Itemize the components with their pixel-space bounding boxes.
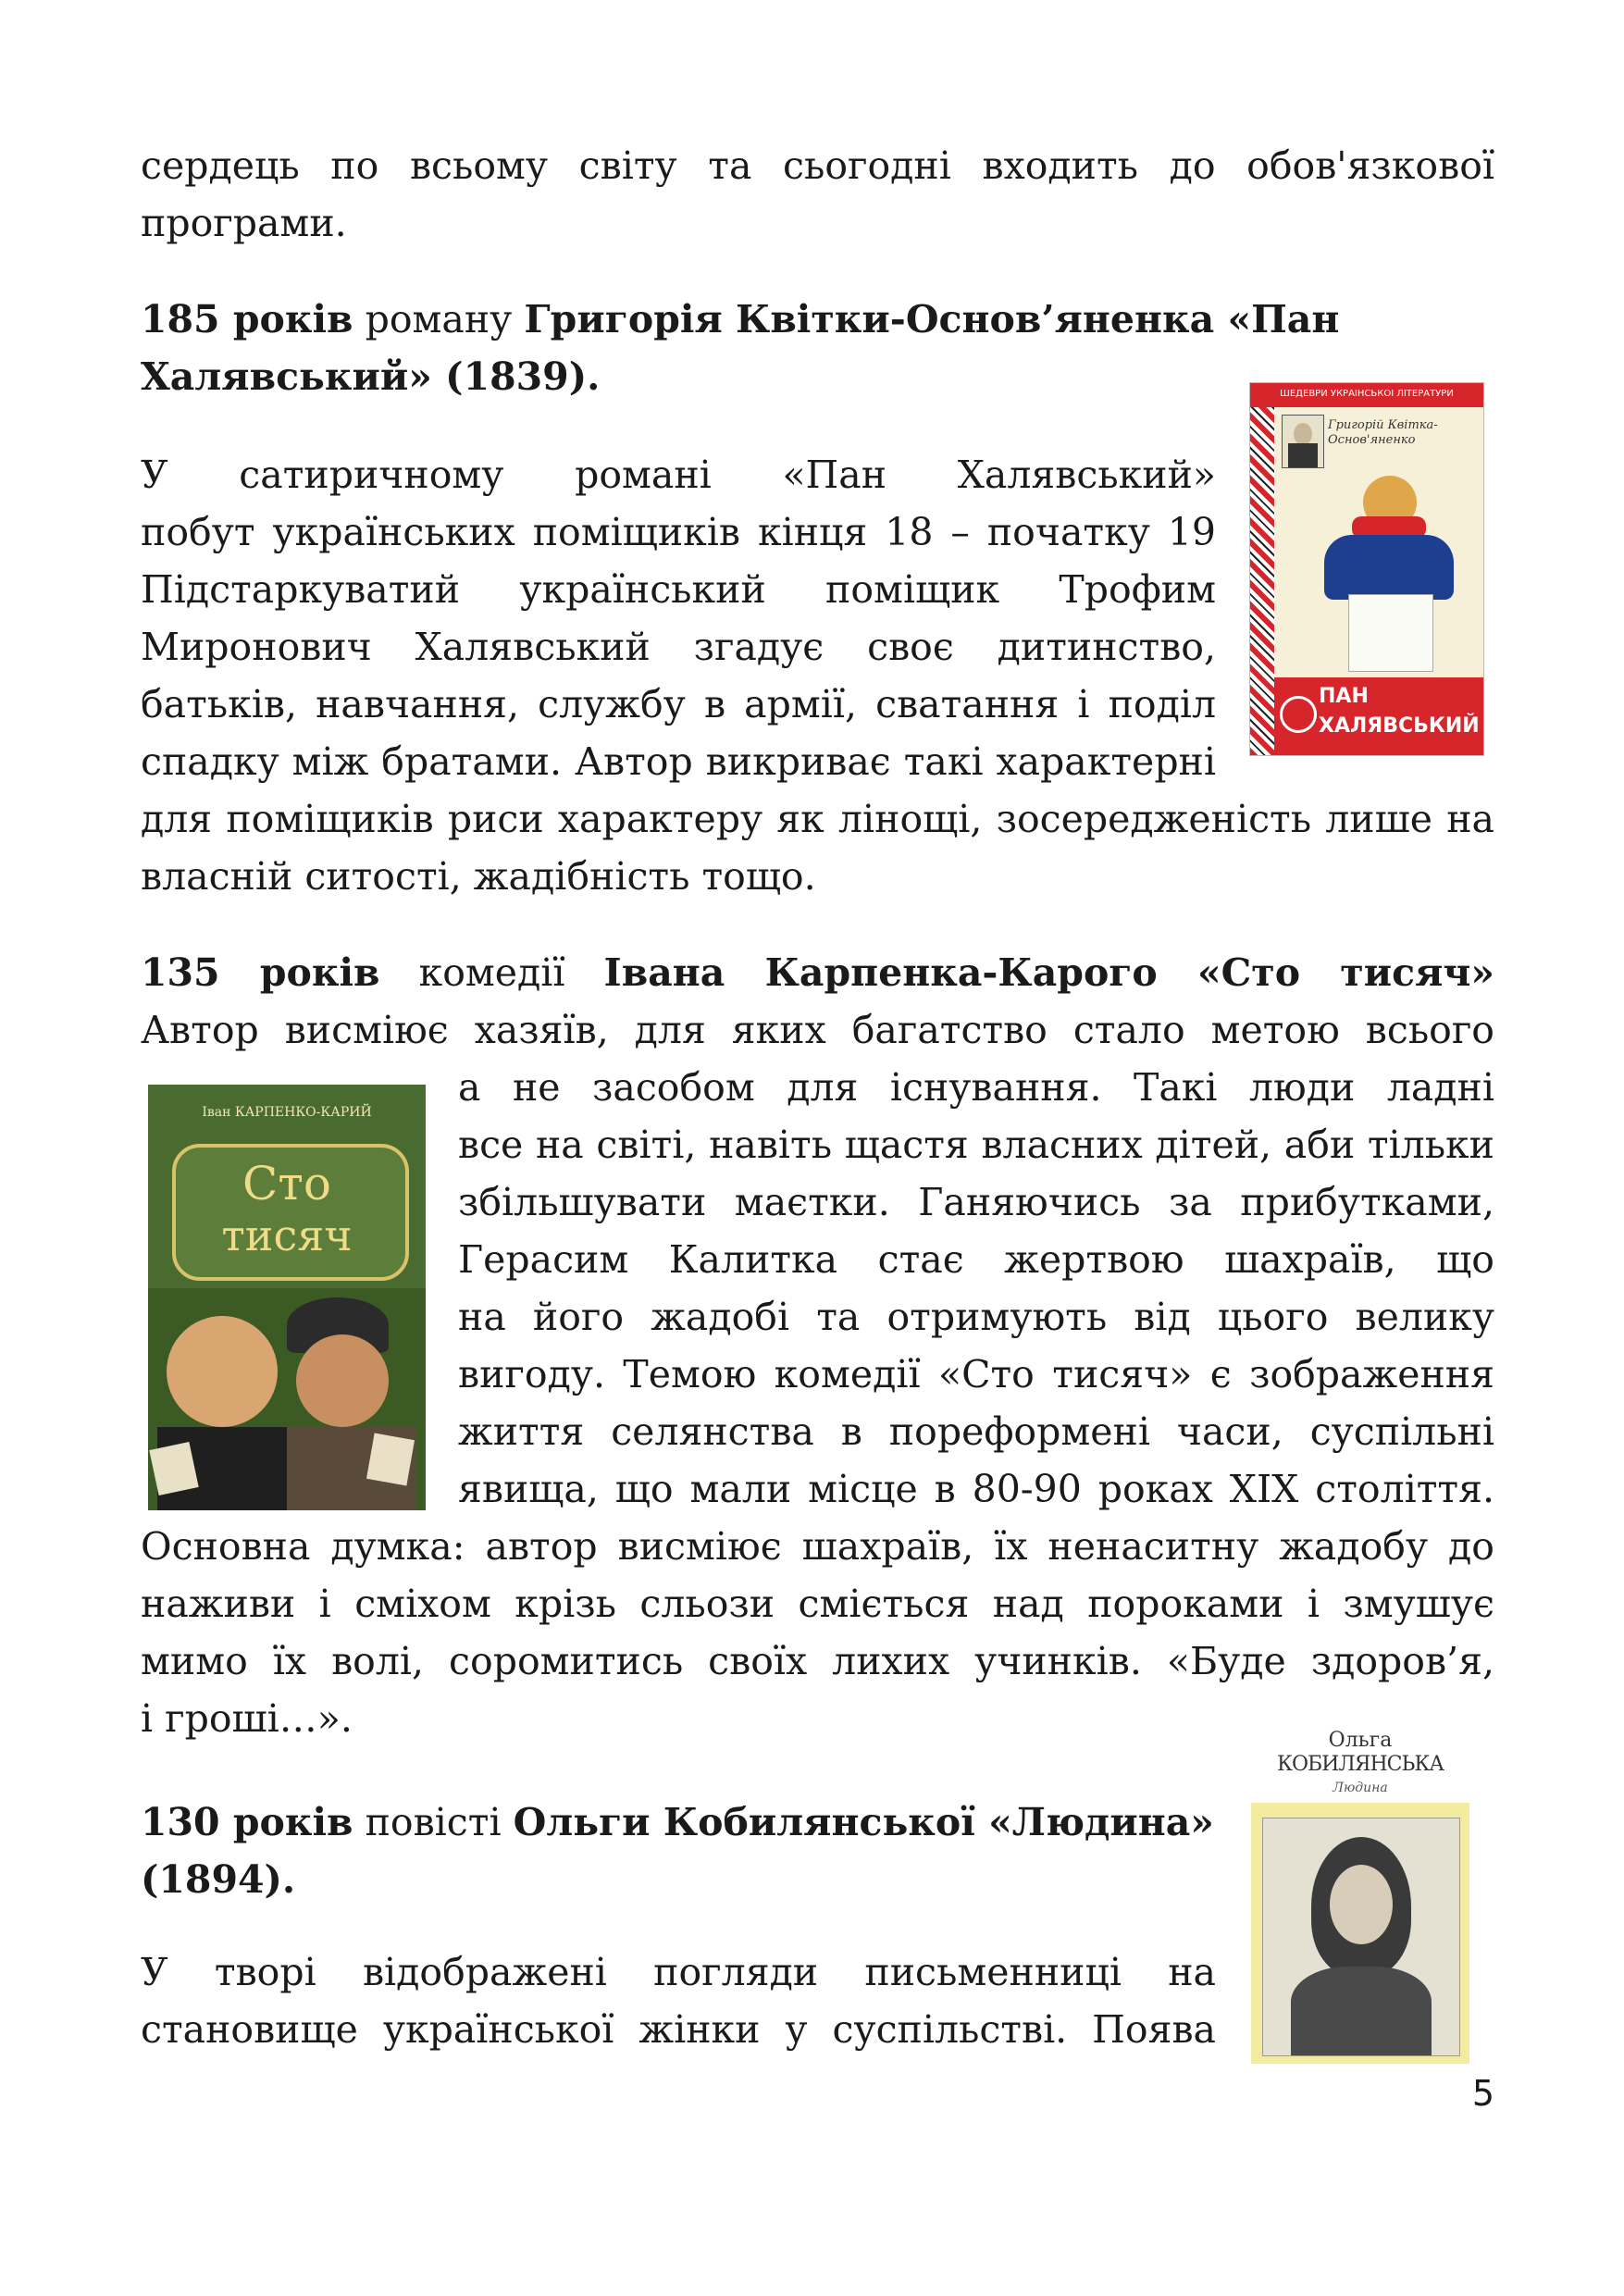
s2-line-12: мимо їх волі, соромитись своїх лихих учинків. «Буде здоров’я, [141, 1639, 1494, 1683]
sto-tysiach-cover [148, 1085, 426, 1510]
s2-line-9: явища, що мали місце в 80-90 роках XIX століття. [458, 1467, 1494, 1511]
s1-line-7: для поміщиків риси характеру як лінощі, зосередженість лише на [141, 797, 1494, 841]
s2-line-4: збільшувати маєтки. Ганяючись за прибутками, [458, 1180, 1494, 1224]
s2-line-11: наживи і сміхом крізь сльози сміється над пороками і змушує [141, 1582, 1494, 1626]
section2-heading [141, 944, 1494, 1059]
s2-line-13: і гроші…». [141, 1696, 353, 1741]
section1-paragraph [141, 446, 1216, 790]
page-number: 5 [1471, 2073, 1494, 2114]
section1-title-line2: Халявський» (1839). [141, 354, 601, 399]
cossack-illustration [1306, 476, 1472, 670]
cover-author-line1: Ольга [1328, 1729, 1393, 1752]
cover-author-text: Іван КАРПЕНКО-КАРИЙ [202, 1105, 372, 1120]
s2-line-1: Автор висміює хазяїв, для яких багатство стало метою всього [141, 1008, 1494, 1052]
s3-line-2: становище української жінки у суспільстві. Поява [141, 2007, 1216, 2052]
cover-title-line1: ПАН [1319, 685, 1369, 708]
section1-years: 185 років [141, 297, 353, 341]
s2-line-6: на його жадобі та отримують від цього велику [458, 1295, 1494, 1339]
woman-portrait [1262, 1818, 1460, 2056]
s2-line-7: вигоду. Темою комедії «Сто тисяч» є зображення [458, 1352, 1494, 1396]
section2-kind: комедії [418, 950, 565, 995]
section1-paragraph-wide [141, 790, 1494, 905]
s1-line-6: спадку між братами. Автор викриває такі характерні [141, 739, 1216, 784]
section2-years: 135 років [141, 950, 380, 995]
s1-line-8: власній ситості, жадібність тощо. [141, 854, 816, 899]
s1-line-1: У сатиричному романі «Пан Халявський» [141, 453, 1216, 497]
cover-title-line2: ХАЛЯВСЬКИЙ [1319, 714, 1480, 738]
section3-years: 130 років [141, 1800, 353, 1844]
s2-line-3: все на світі, навіть щастя власних дітей, аби тільки [458, 1123, 1494, 1167]
cover-title-line1: Сто [242, 1157, 332, 1210]
s2-line-5: Герасим Калитка стає жертвою шахраїв, що [458, 1237, 1494, 1282]
cover-title: Людина [1333, 1781, 1388, 1795]
s2-line-2: а не засобом для існування. Такі люди ладні [458, 1065, 1494, 1110]
ornament-band [1250, 407, 1274, 755]
intro-line-2: програми. [141, 201, 347, 245]
cover-author-line2: КОБИЛЯНСЬКА [1276, 1753, 1444, 1776]
author-portrait [1282, 415, 1324, 468]
s1-line-3: Підстаркуватий український поміщик Трофим [141, 567, 1216, 612]
two-men-illustration [148, 1288, 426, 1510]
section2-title: Івана Карпенка-Карого «Сто тисяч» [603, 950, 1494, 995]
cover-title-line2: тисяч [221, 1210, 353, 1260]
section3-title-line2: (1894). [141, 1857, 296, 1902]
s3-line-1: У творі відображені погляди письменниці на [141, 1950, 1216, 1994]
intro-paragraph [141, 137, 1494, 252]
s1-line-5: батьків, навчання, службу в армії, сватання і поділ [141, 682, 1216, 726]
section3-heading [141, 1793, 1214, 1908]
section1-kind: роману [365, 297, 513, 341]
s1-line-2: побут українських поміщиків кінця 18 – початку 19 [141, 510, 1216, 554]
section3-paragraph [141, 1943, 1216, 2058]
s2-line-8: життя селянства в пореформені часи, суспільні [458, 1409, 1494, 1454]
lyudyna-cover [1249, 1729, 1471, 2064]
s2-line-10: Основна думка: автор висміює шахраїв, їх ненаситну жадобу до [141, 1524, 1494, 1569]
section2-paragraph [458, 1059, 1494, 1518]
cover-author-text: Григорій Квітка-Основ'яненко [1328, 418, 1438, 447]
section1-heading [141, 291, 1339, 405]
s1-line-4: Миронович Халявський згадує своє дитинство, [141, 625, 1216, 669]
section3-title-line1: Ольги Кобилянської «Людина» [513, 1800, 1214, 1844]
intro-line-1: сердець по всьому світу та сьогодні входить до обов'язкової [141, 143, 1494, 188]
cover-emblem [1280, 696, 1317, 733]
cover-series-text: ШЕДЕВРИ УКРАЇНСЬКОЇ ЛІТЕРАТУРИ [1280, 389, 1454, 399]
section3-kind: повісті [365, 1800, 502, 1844]
section1-title-line1: Григорія Квітки-Основ’яненка «Пан [524, 297, 1340, 341]
pan-khalyavskyi-cover [1249, 382, 1484, 756]
section2-paragraph-wide [141, 1518, 1494, 1747]
